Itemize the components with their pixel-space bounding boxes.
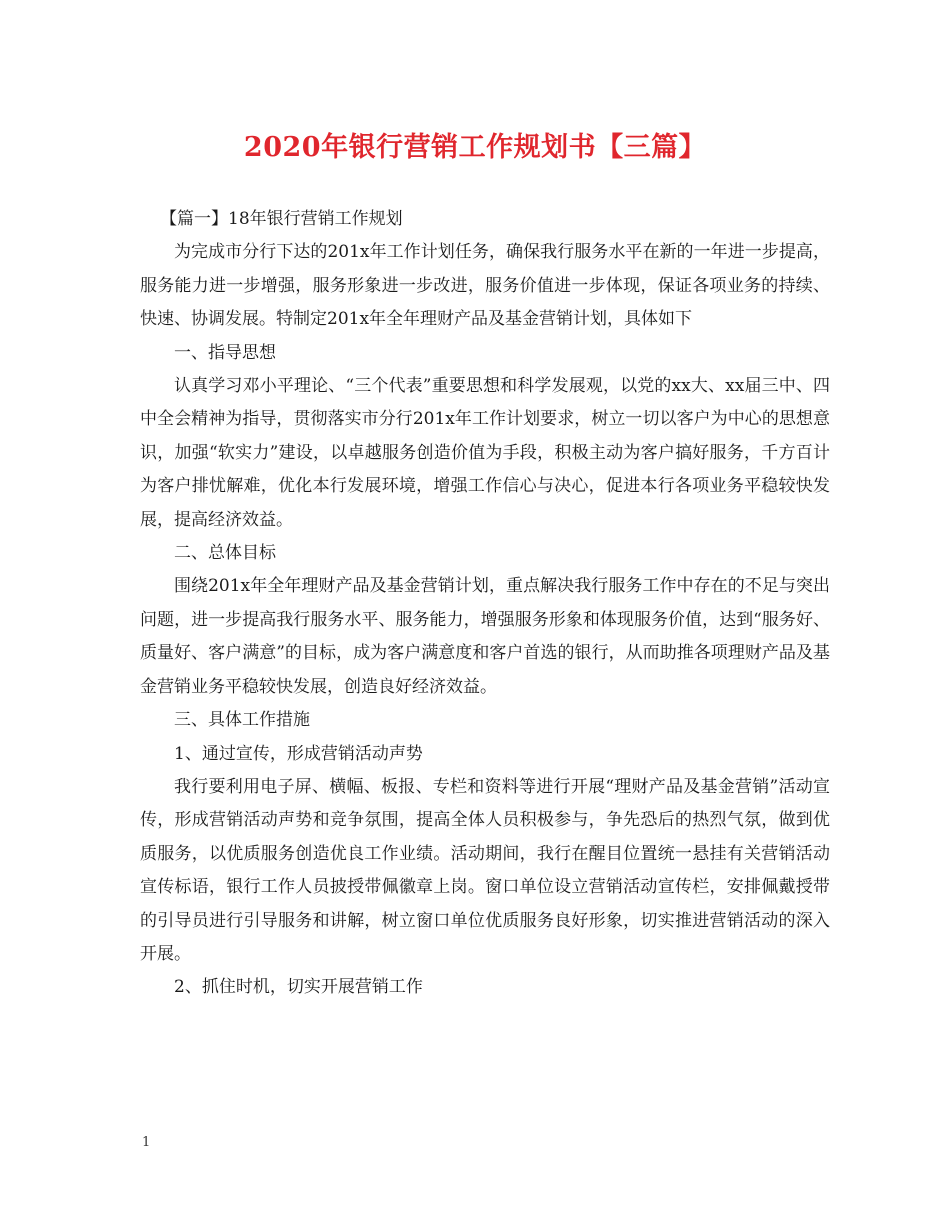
document-body xyxy=(140,203,830,1005)
heading-measure-1: 1、通过宣传，形成营销活动声势 xyxy=(174,743,423,764)
section-title: 【篇一】18年银行营销工作规划 xyxy=(160,209,403,229)
paragraph-measure-1: 我行要利用电子屏、横幅、板报、专栏和资料等进行开展“理财产品及基金营销”活动宣传，形成营销活动声势和竞争氛围，提高全体人员积极参与，争先恐后的热烈气氛，做到优质服务，以优质服务创造优良工作业绩。活动期间，我行在醒目位置统一悬挂有关营销活动宣传标语，银行工作人员披授带佩徽章上岗。窗口单位设立营销活动宣传栏，安排佩戴授带的引导员进行引导服务和讲解，树立窗口单位优质服务良好形象，切实推进营销活动的深入开展。 xyxy=(140,776,830,964)
heading-overall-goal: 二、总体目标 xyxy=(174,543,276,564)
paragraph-guiding-ideology: 认真学习邓小平理论、“三个代表”重要思想和科学发展观，以党的xx大、xx届三中、四中全会精神为指导，贯彻落实市分行201x年工作计划要求，树立一切以客户为中心的思想意识，加强“软实力”建设，以卓越服务创造价值为手段，积极主动为客户搞好服务，千方百计为客户排忧解难，优化本行发展环境，增强工作信心与决心，促进本行各项业务平稳较快发展，提高经济效益。 xyxy=(140,376,830,530)
page-number: 1 xyxy=(142,1135,151,1150)
paragraph-overall-goal: 围绕201x年全年理财产品及基金营销计划，重点解决我行服务工作中存在的不足与突出问题，进一步提高我行服务水平、服务能力，增强服务形象和体现服务价值，达到“服务好、质量好、客户满意”的目标，成为客户满意度和客户首选的银行，从而助推各项理财产品及基金营销业务平稳较快发展，创造良好经济效益。 xyxy=(140,576,830,697)
document-title: 2020年银行营销工作规划书【三篇】 xyxy=(243,132,707,163)
heading-measure-2: 2、抓住时机，切实开展营销工作 xyxy=(174,977,423,998)
heading-specific-measures: 三、具体工作措施 xyxy=(174,710,310,731)
paragraph-intro: 为完成市分行下达的201x年工作计划任务，确保我行服务水平在新的一年进一步提高，服务能力进一步增强，服务形象进一步改进，服务价值进一步体现，保证各项业务的持续、快速、协调发展。特制定201x年全年理财产品及基金营销计划，具体如下 xyxy=(140,242,830,330)
heading-guiding-ideology: 一、指导思想 xyxy=(174,342,276,363)
